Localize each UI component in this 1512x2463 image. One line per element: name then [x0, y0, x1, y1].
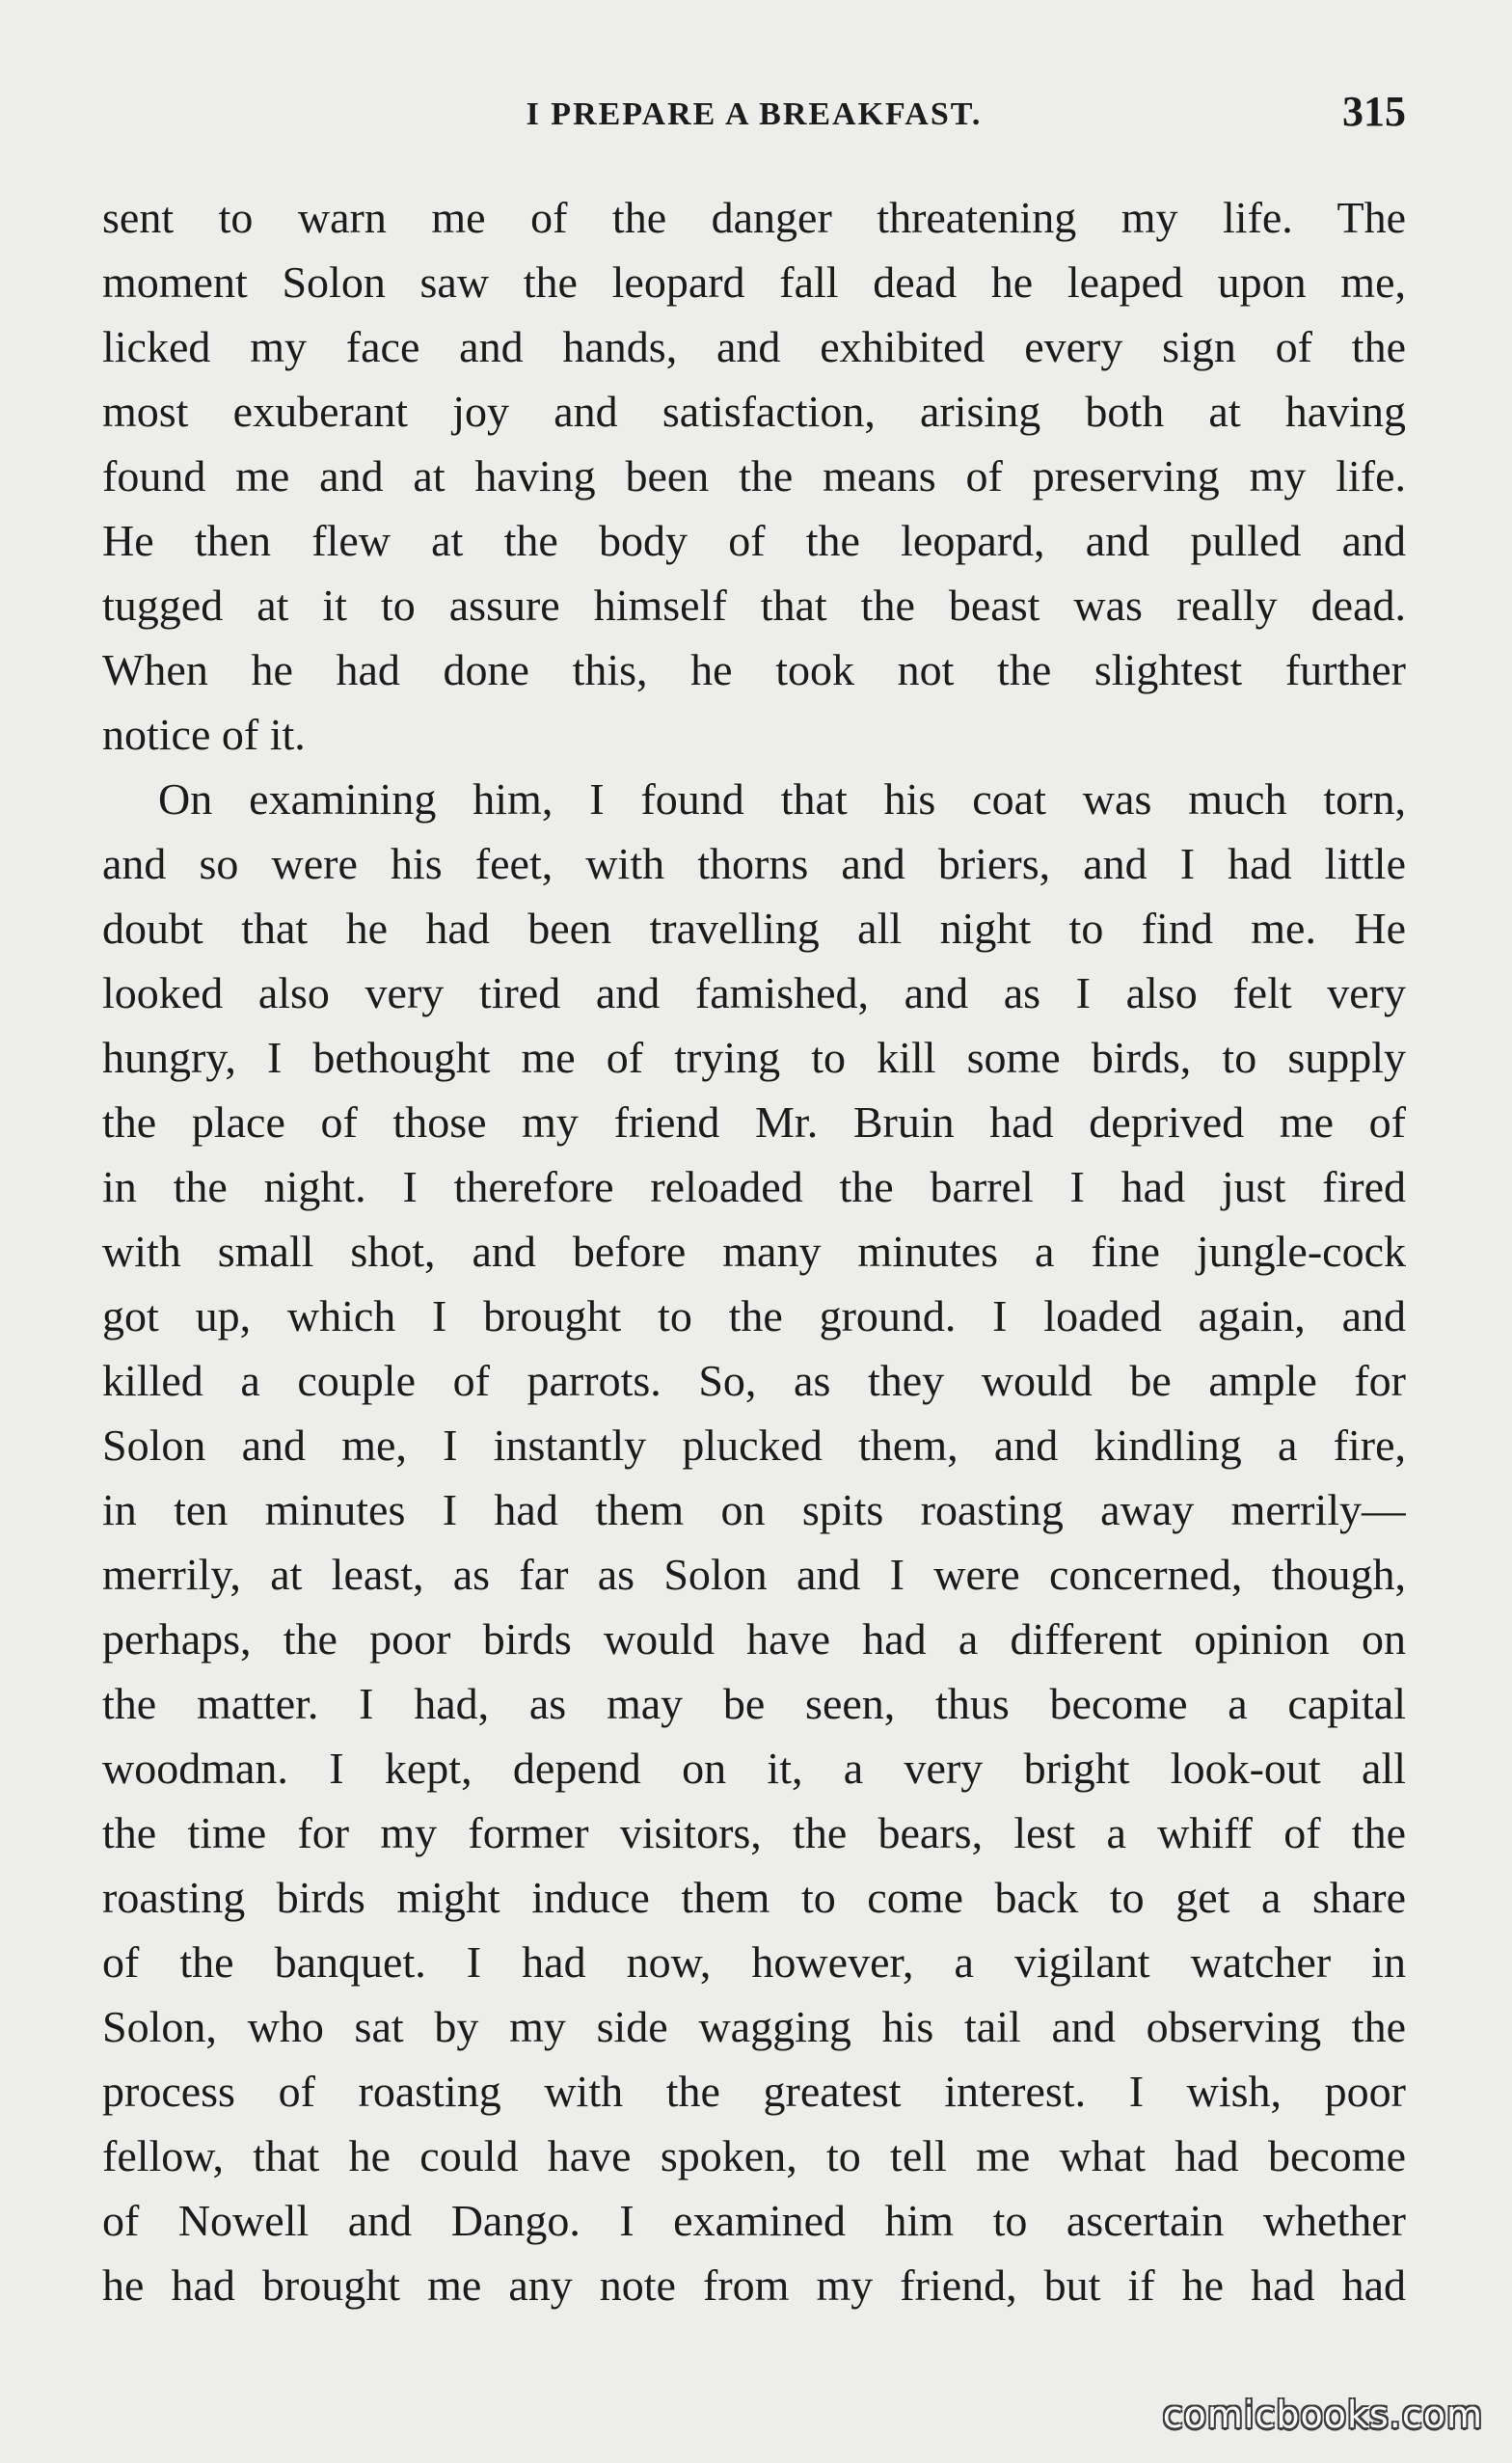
text-line: looked also very tired and famished, and as I also felt very [102, 968, 1406, 1017]
text-line: most exuberant joy and satisfaction, arising both at having [102, 387, 1406, 436]
text-line: found me and at having been the means of preserving my life. [102, 451, 1406, 501]
text-line: merrily, at least, as far as Solon and I were concerned, though, [102, 1550, 1406, 1599]
running-title: I PREPARE A BREAKFAST. [526, 96, 983, 132]
watermark: comicbooks.com [1162, 2394, 1483, 2436]
page-number: 315 [1342, 88, 1406, 135]
text-line: and so were his feet, with thorns and briers, and I had little [102, 839, 1406, 888]
text-line: the place of those my friend Mr. Bruin had deprived me of [102, 1097, 1406, 1147]
text-line: fellow, that he could have spoken, to tell me what had become [102, 2131, 1406, 2180]
text-line: of Nowell and Dango. I examined him to ascertain whether [102, 2196, 1406, 2245]
running-header [102, 77, 1406, 154]
text-line: sent to warn me of the danger threatening my life. The [102, 193, 1406, 242]
text-line: with small shot, and before many minutes a fine jungle-cock [102, 1227, 1406, 1276]
text-line: Solon and me, I instantly plucked them, and kindling a fire, [102, 1421, 1406, 1470]
text-line: licked my face and hands, and exhibited every sign of the [102, 322, 1406, 371]
text-line: perhaps, the poor birds would have had a different opinion on [102, 1614, 1406, 1664]
body-text [102, 185, 1406, 2317]
text-line: moment Solon saw the leopard fall dead he leaped upon me, [102, 257, 1406, 307]
text-line: woodman. I kept, depend on it, a very bright look-out all [102, 1744, 1406, 1793]
text-line: tugged at it to assure himself that the beast was really dead. [102, 581, 1406, 630]
paragraph-end-line: notice of it. [102, 710, 306, 759]
text-line: in the night. I therefore reloaded the barrel I had just fired [102, 1162, 1406, 1211]
text-line: He then flew at the body of the leopard, and pulled and [102, 516, 1406, 565]
text-line: killed a couple of parrots. So, as they would be ample for [102, 1356, 1406, 1405]
paragraph-start-line: On examining him, I found that his coat was much torn, [158, 774, 1406, 824]
text-line: got up, which I brought to the ground. I loaded again, and [102, 1291, 1406, 1340]
text-line: the time for my former visitors, the bears, lest a whiff of the [102, 1808, 1406, 1857]
text-line: doubt that he had been travelling all night to find me. He [102, 904, 1406, 953]
text-line: Solon, who sat by my side wagging his tail and observing the [102, 2002, 1406, 2051]
text-line: roasting birds might induce them to come back to get a share [102, 1873, 1406, 1922]
text-line: the matter. I had, as may be seen, thus become a capital [102, 1679, 1406, 1728]
text-line: of the banquet. I had now, however, a vigilant watcher in [102, 1937, 1406, 1987]
text-line: in ten minutes I had them on spits roasting away merrily— [102, 1485, 1406, 1534]
text-line: hungry, I bethought me of trying to kill some birds, to supply [102, 1033, 1406, 1082]
text-line: When he had done this, he took not the slightest further [102, 645, 1406, 694]
text-line: he had brought me any note from my friend, but if he had had [102, 2260, 1406, 2310]
text-line: process of roasting with the greatest interest. I wish, poor [102, 2067, 1406, 2116]
